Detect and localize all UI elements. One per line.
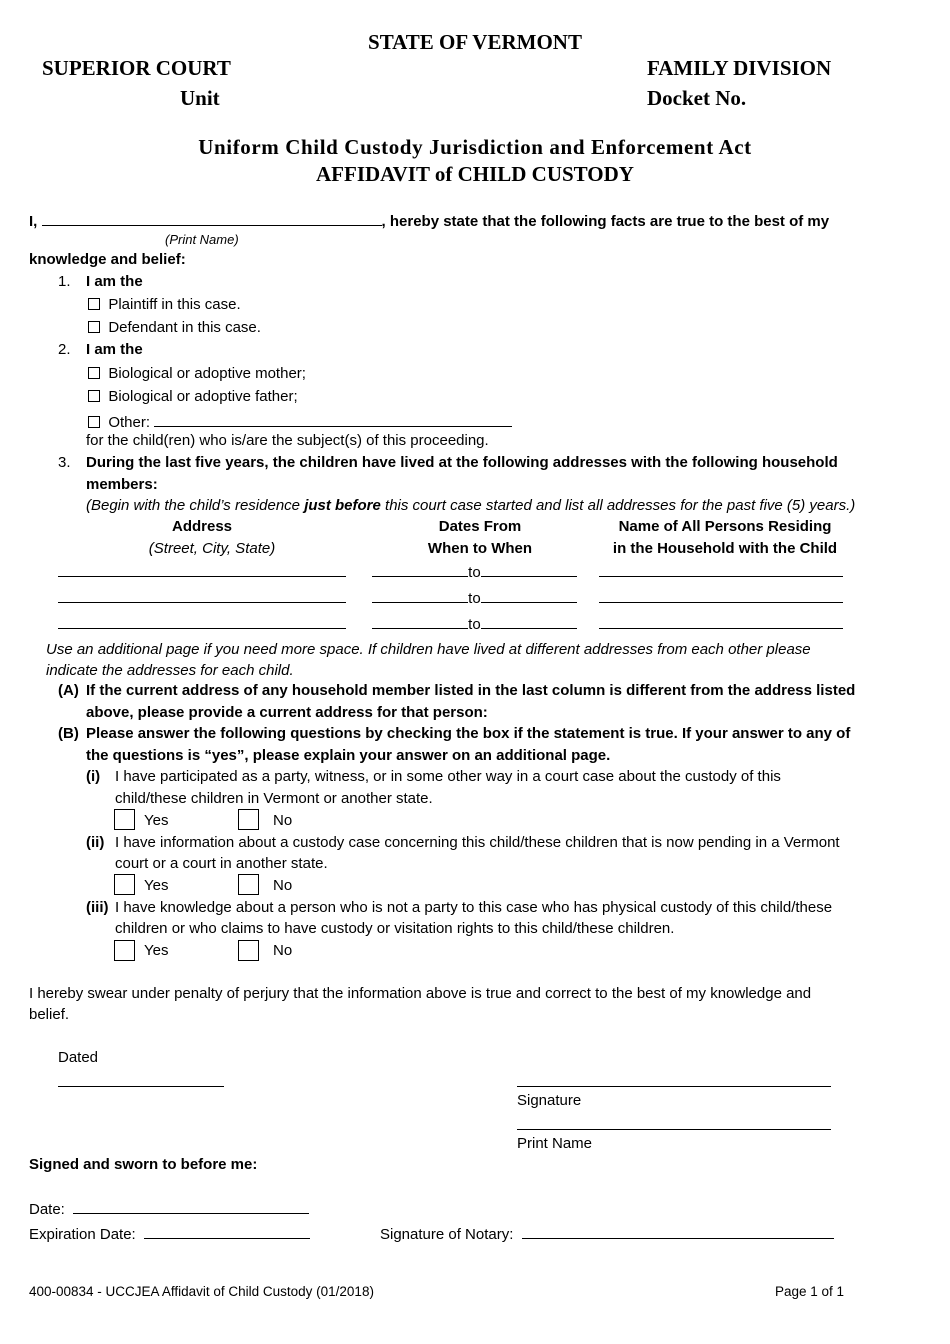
q2-option-other[interactable] — [88, 412, 512, 431]
other-field[interactable] — [154, 412, 512, 427]
dated-field[interactable] — [58, 1072, 224, 1087]
col-persons-sub: in the Household with the Child — [612, 540, 838, 557]
q3-label-line2: members: — [86, 476, 158, 493]
print-name-hint: (Print Name) — [165, 232, 239, 247]
q1-number: 1. — [58, 273, 71, 290]
q3-label-line1: During the last five years, the children have lived at the following addresses with the following household — [86, 454, 838, 471]
unit-label: Unit — [180, 86, 220, 110]
qB-iii-yes-checkbox[interactable] — [114, 940, 135, 961]
q1-option-plaintiff[interactable] — [88, 296, 241, 313]
address-field[interactable] — [58, 562, 346, 577]
date-from-field[interactable] — [372, 614, 468, 629]
notary-signature-field[interactable] — [522, 1224, 834, 1239]
page-number: Page 1 of 1 — [775, 1284, 845, 1299]
to-label: to — [468, 590, 481, 607]
persons-field[interactable] — [599, 588, 843, 603]
qA-line2: above, please provide a current address for that person: — [86, 704, 488, 721]
notary-date-field[interactable] — [73, 1199, 309, 1214]
qB-ii-no-label: No — [273, 877, 293, 894]
qB-i-no-label: No — [273, 812, 293, 829]
court-name: SUPERIOR COURT — [42, 56, 231, 80]
qB-ii-line2: court or a court in another state. — [115, 855, 328, 872]
intro-i: I, — [29, 213, 38, 230]
division-name: FAMILY DIVISION — [647, 56, 832, 80]
address-field[interactable] — [58, 614, 346, 629]
intro-statement: , hereby state that the following facts are true to the best of my — [381, 213, 830, 230]
date-to-field[interactable] — [481, 588, 577, 603]
q2-option-mother[interactable] — [88, 365, 306, 382]
persons-field[interactable] — [599, 614, 843, 629]
qB-line1: Please answer the following questions by checking the box if the statement is true. If your answer to any of — [86, 725, 851, 742]
q2-option-father[interactable] — [88, 388, 298, 405]
instr-part: (Begin with the child’s residence — [86, 497, 301, 514]
print-name-label: Print Name — [517, 1135, 593, 1152]
notary-heading: Signed and sworn to before me: — [29, 1156, 258, 1173]
option-label: Other: — [108, 414, 151, 431]
qB-ii-yes-checkbox[interactable] — [114, 874, 135, 895]
q2-number: 2. — [58, 341, 71, 358]
dated-line — [58, 1072, 224, 1091]
date-to-field[interactable] — [481, 614, 577, 629]
q3-note-line1: Use an additional page if you need more space. If children have lived at different addresses from each other please — [46, 641, 811, 658]
q1-label: I am the — [86, 273, 143, 290]
table-row — [58, 614, 843, 633]
qB-ii-yes-label: Yes — [144, 877, 169, 894]
q2-label: I am the — [86, 341, 143, 358]
qB-i-yes-label: Yes — [144, 812, 169, 829]
notary-signature — [380, 1224, 834, 1243]
checkbox-defendant[interactable] — [88, 321, 100, 333]
qB-i-no-checkbox[interactable] — [238, 809, 259, 830]
qB-iii-yes-label: Yes — [144, 942, 169, 959]
qB-line2: the questions is “yes”, please explain your answer on an additional page. — [86, 747, 611, 764]
qB-iii-line2: children or who claims to have custody or visitation rights to this child/these children. — [115, 920, 675, 937]
intro-line — [29, 211, 829, 230]
option-label: Defendant in this case. — [108, 319, 261, 336]
act-title: Uniform Child Custody Jurisdiction and Enforcement Act — [198, 135, 752, 159]
affidavit-title: AFFIDAVIT of CHILD CUSTODY — [316, 162, 634, 186]
notary-date — [29, 1199, 309, 1218]
table-row — [58, 588, 843, 607]
signature-label: Signature — [517, 1092, 582, 1109]
col-address-sub: (Street, City, State) — [148, 540, 276, 557]
form-id: 400-00834 - UCCJEA Affidavit of Child Custody (01/2018) — [29, 1284, 374, 1299]
q3-note-line2: indicate the addresses for each child. — [46, 662, 294, 679]
qB-i-yes-checkbox[interactable] — [114, 809, 135, 830]
signature-line — [517, 1072, 831, 1091]
table-row — [58, 562, 843, 581]
print-name-field[interactable] — [42, 211, 382, 226]
qB-iii-no-checkbox[interactable] — [238, 940, 259, 961]
to-label: to — [468, 616, 481, 633]
qB-i-line1: I have participated as a party, witness, or in some other way in a court case about the custody of this — [115, 768, 781, 785]
checkbox-plaintiff[interactable] — [88, 298, 100, 310]
qB-label: (B) — [58, 725, 79, 742]
qA-line1: If the current address of any household member listed in the last column is different from the address listed — [86, 682, 856, 699]
qB-i-number: (i) — [86, 768, 101, 785]
notary-expiration — [29, 1224, 310, 1243]
address-field[interactable] — [58, 588, 346, 603]
qA-label: (A) — [58, 682, 79, 699]
persons-field[interactable] — [599, 562, 843, 577]
docket-label: Docket No. — [647, 86, 747, 110]
dated-label: Dated — [58, 1049, 99, 1066]
state-title: STATE OF VERMONT — [368, 30, 582, 54]
option-label: Plaintiff in this case. — [108, 296, 241, 313]
knowledge-label: knowledge and belief: — [29, 251, 186, 268]
checkbox-father[interactable] — [88, 390, 100, 402]
notary-signature-label: Signature of Notary: — [380, 1226, 514, 1243]
q2-footer: for the child(ren) who is/are the subject(s) of this proceeding. — [86, 432, 489, 449]
oath-line2: belief. — [29, 1006, 70, 1023]
date-from-field[interactable] — [372, 562, 468, 577]
qB-i-line2: child/these children in Vermont or another state. — [115, 790, 433, 807]
notary-date-label: Date: — [29, 1201, 65, 1218]
date-from-field[interactable] — [372, 588, 468, 603]
instr-part: this court case started and list all addresses for the past five (5) years.) — [385, 497, 856, 514]
col-address: Address — [171, 518, 233, 535]
col-dates: Dates From — [438, 518, 522, 535]
col-dates-sub: When to When — [427, 540, 533, 557]
signature-field[interactable] — [517, 1072, 831, 1087]
print-name-line — [517, 1115, 831, 1134]
instr-emphasis: just before — [304, 497, 381, 514]
checkbox-mother[interactable] — [88, 367, 100, 379]
qB-ii-line1: I have information about a custody case concerning this child/these children that is now pending in a Vermont — [115, 834, 840, 851]
qB-iii-number: (iii) — [86, 899, 109, 916]
qB-iii-line1: I have knowledge about a person who is not a party to this case who has physical custody of this child/these — [115, 899, 833, 916]
print-name-sign-field[interactable] — [517, 1115, 831, 1130]
notary-expiration-field[interactable] — [144, 1224, 310, 1239]
checkbox-other[interactable] — [88, 416, 100, 428]
to-label: to — [468, 564, 481, 581]
date-to-field[interactable] — [481, 562, 577, 577]
qB-ii-no-checkbox[interactable] — [238, 874, 259, 895]
notary-expiration-label: Expiration Date: — [29, 1226, 136, 1243]
option-label: Biological or adoptive mother; — [108, 365, 306, 382]
option-label: Biological or adoptive father; — [108, 388, 298, 405]
col-persons: Name of All Persons Residing — [618, 518, 832, 535]
q3-number: 3. — [58, 454, 71, 471]
q1-option-defendant[interactable] — [88, 319, 261, 336]
q3-instructions — [86, 497, 855, 514]
oath-line1: I hereby swear under penalty of perjury that the information above is true and correct to the best of my knowledge and — [29, 985, 812, 1002]
qB-ii-number: (ii) — [86, 834, 105, 851]
qB-iii-no-label: No — [273, 942, 293, 959]
